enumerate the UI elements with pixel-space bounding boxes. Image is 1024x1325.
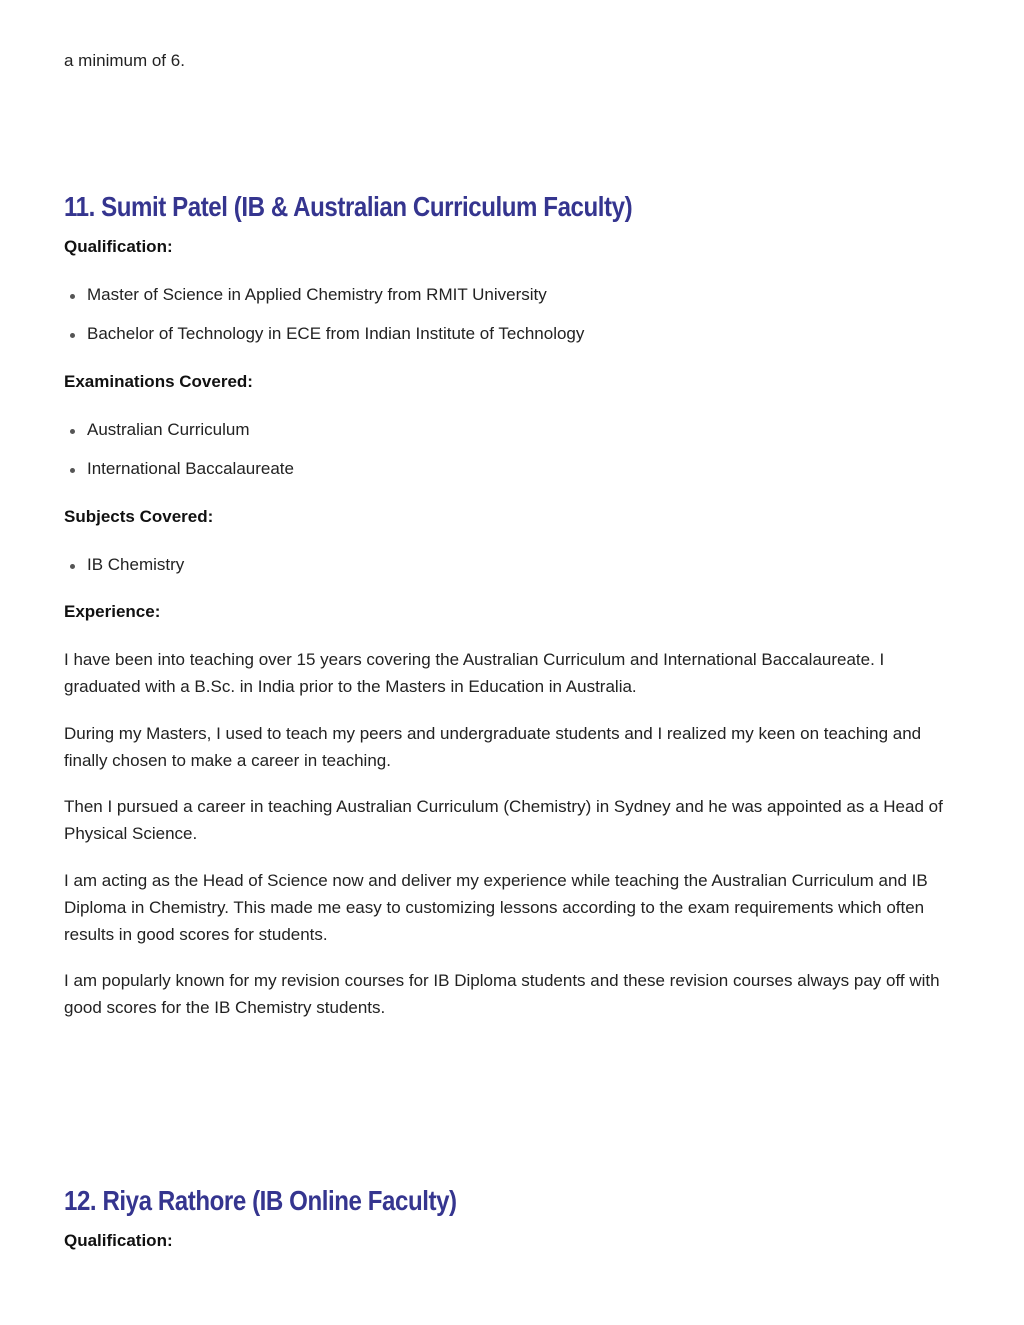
experience-paragraph: Then I pursued a career in teaching Australian Curriculum (Chemistry) in Sydney and he was appointed as a Head of Physical Science. — [64, 797, 943, 843]
subjects-list — [64, 554, 184, 593]
faculty-heading-sumit-patel: 11. Sumit Patel (IB & Australian Curriculum Faculty) — [64, 191, 633, 222]
experience-paragraph: During my Masters, I used to teach my peers and undergraduate students and I realized my keen on teaching and finally chosen to make a career in teaching. — [64, 724, 922, 770]
list-item: Bachelor of Technology in ECE from Indian Institute of Technology — [64, 323, 584, 362]
qualification-label: Qualification: — [64, 1231, 173, 1250]
subjects-label: Subjects Covered: — [64, 507, 214, 526]
exams-list — [64, 419, 294, 497]
list-item: International Baccalaureate — [64, 458, 294, 497]
exams-label: Examinations Covered: — [64, 372, 253, 391]
bullet-icon — [70, 333, 75, 338]
experience-paragraph: I am acting as the Head of Science now and deliver my experience while teaching the Australian Curriculum and IB Diploma in Chemistry. This made me easy to customizing lessons according to the exam requirements which often results in good scores for students. — [64, 871, 928, 944]
qualification-list — [64, 284, 584, 362]
list-item: IB Chemistry — [64, 554, 184, 593]
list-item: Master of Science in Applied Chemistry from RMIT University — [64, 284, 584, 323]
experience-paragraph: I have been into teaching over 15 years covering the Australian Curriculum and International Baccalaureate. I graduated with a B.Sc. in India prior to the Masters in Education in Australia. — [64, 650, 885, 696]
faculty-heading-riya-rathore: 12. Riya Rathore (IB Online Faculty) — [64, 1185, 457, 1216]
experience-paragraph: I am popularly known for my revision courses for IB Diploma students and these revision courses always pay off with good scores for the IB Chemistry students. — [64, 971, 940, 1017]
experience-label: Experience: — [64, 602, 161, 621]
bullet-icon — [70, 429, 75, 434]
intro-tail-text: a minimum of 6. — [64, 51, 185, 70]
bullet-icon — [70, 294, 75, 299]
list-item: Australian Curriculum — [64, 419, 294, 458]
bullet-icon — [70, 468, 75, 473]
qualification-label: Qualification: — [64, 237, 173, 256]
bullet-icon — [70, 564, 75, 569]
